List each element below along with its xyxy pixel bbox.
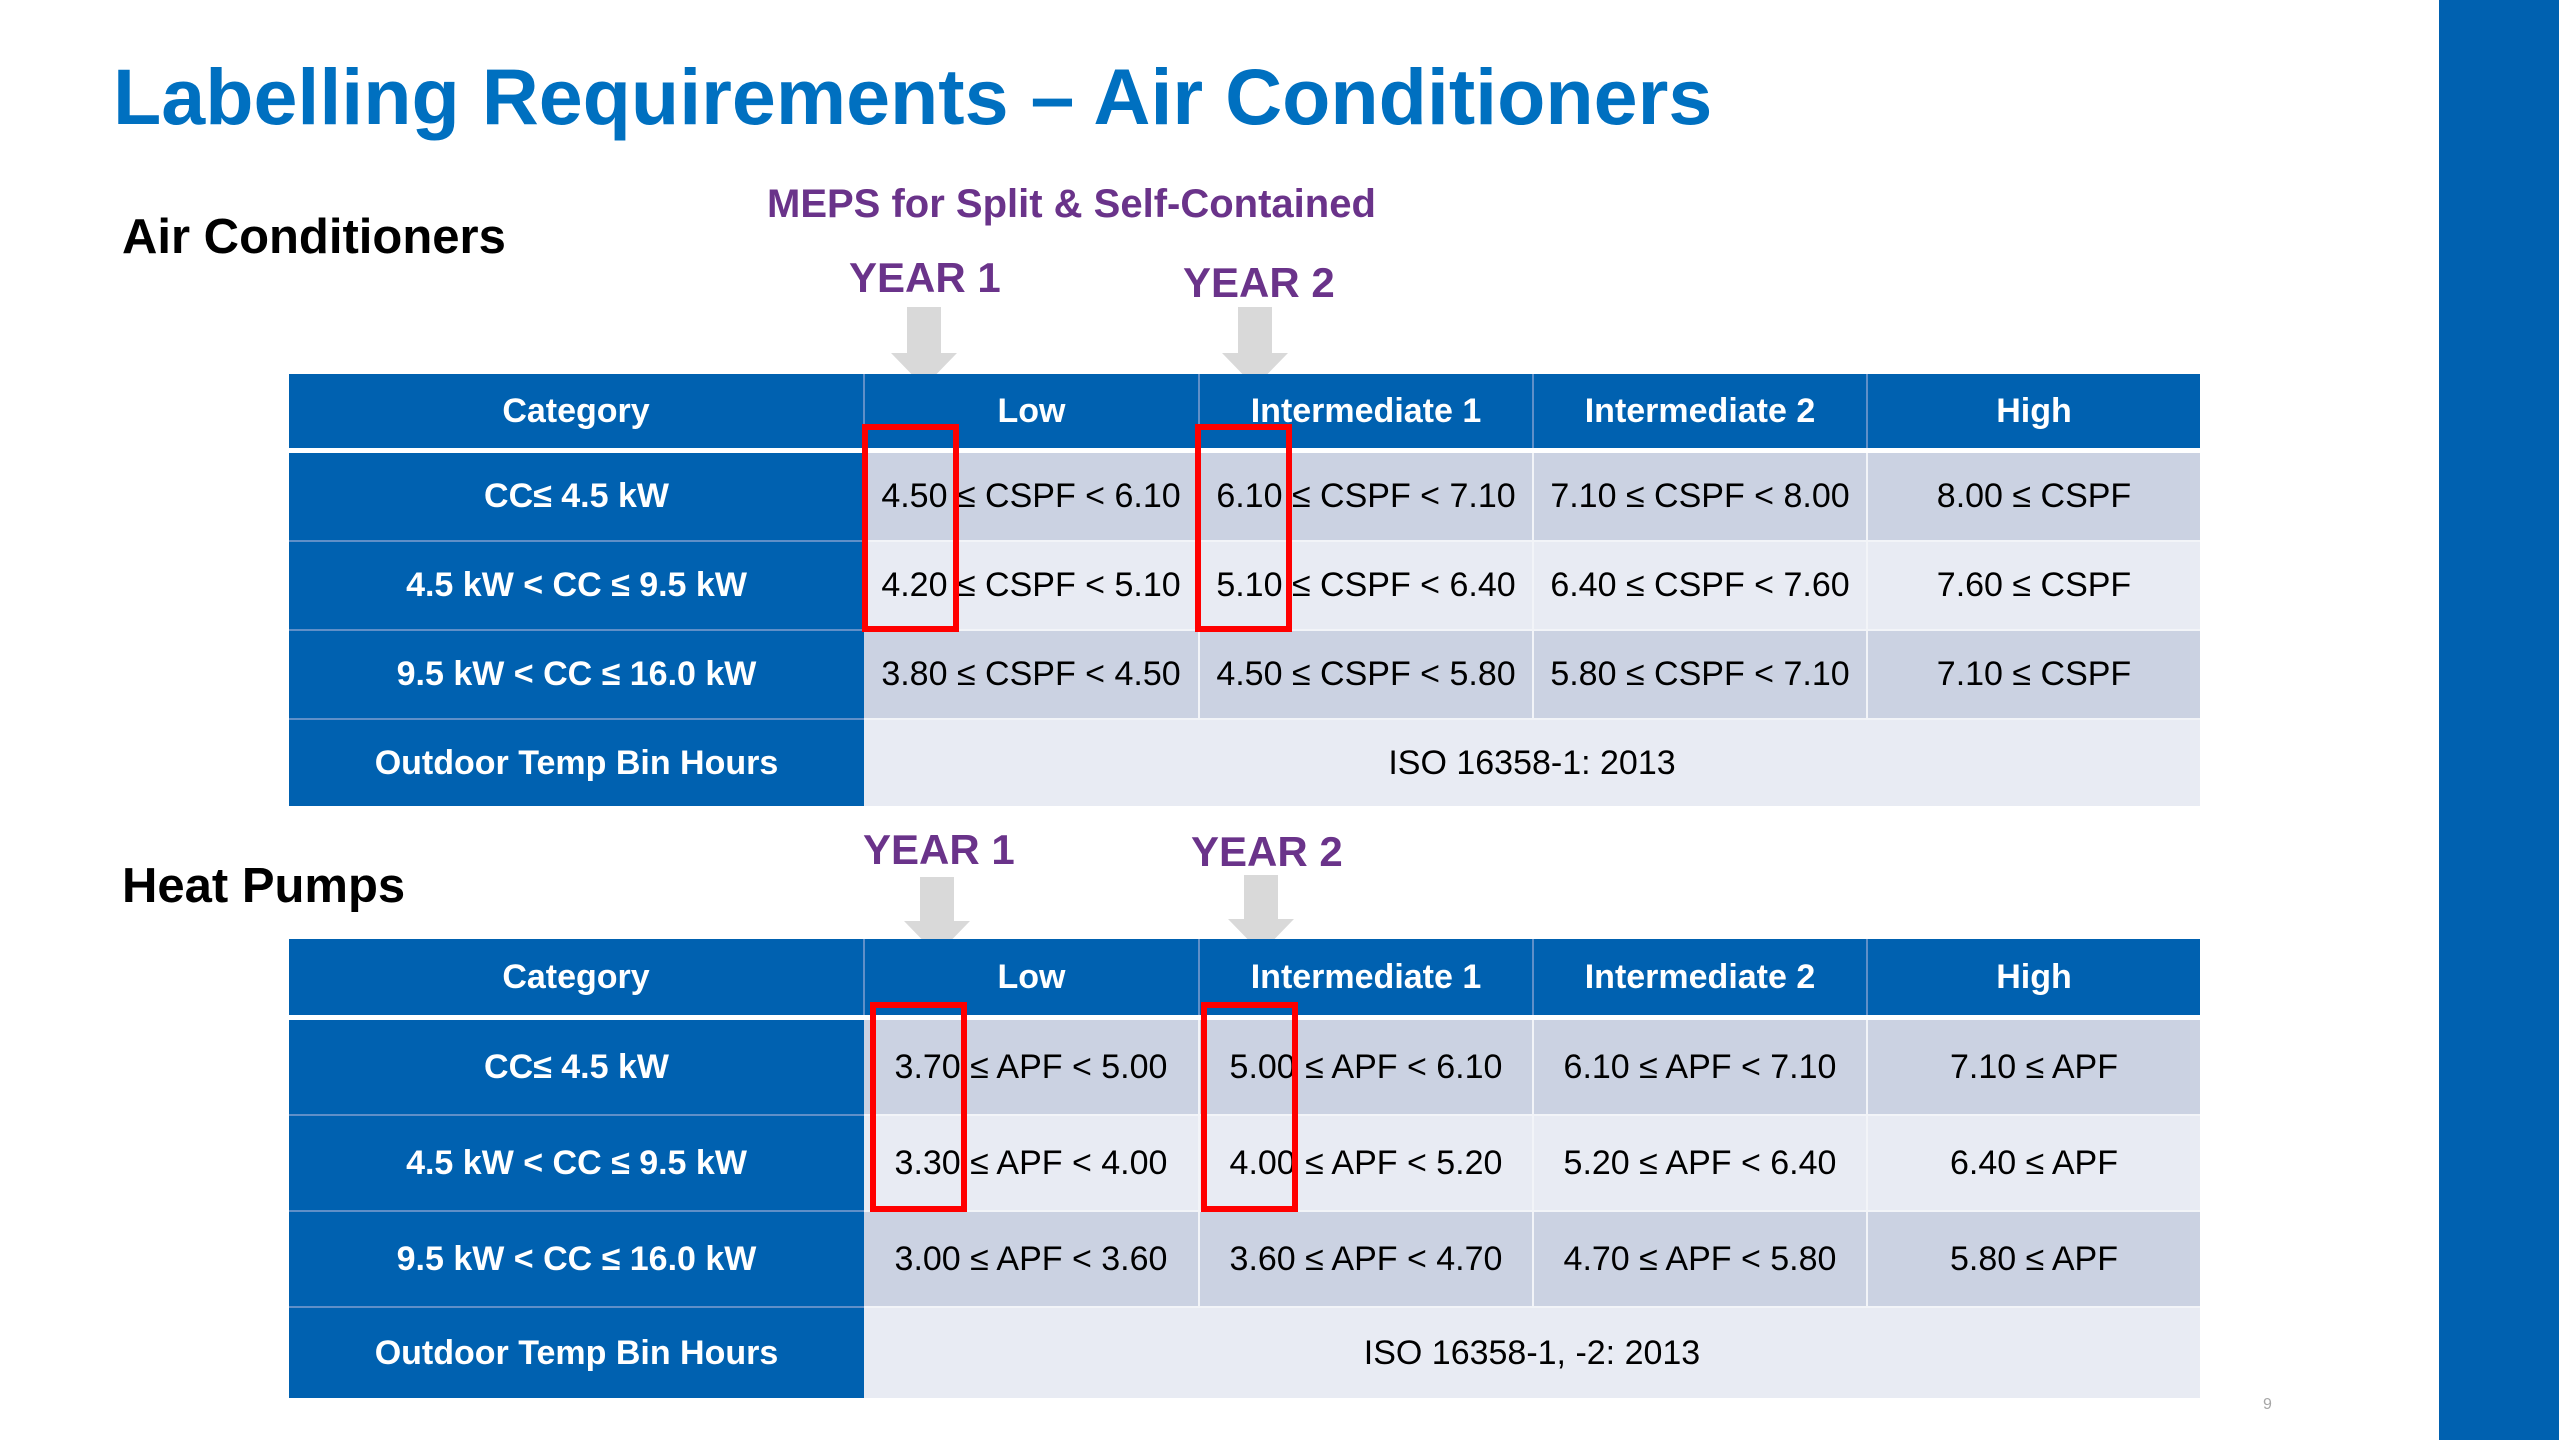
value-cell: 7.10 ≤ APF <box>1867 1018 2200 1116</box>
header-intermediate-2: Intermediate 2 <box>1533 939 1867 1018</box>
value-cell: 5.20 ≤ APF < 6.40 <box>1533 1115 1867 1211</box>
table-row <box>289 1211 2200 1307</box>
header-category: Category <box>289 374 864 451</box>
header-high: High <box>1867 374 2200 451</box>
value-cell: 6.40 ≤ APF <box>1867 1115 2200 1211</box>
table-footer-row <box>289 1307 2200 1398</box>
section-title-heat-pumps: Heat Pumps <box>122 859 406 913</box>
standard-cell: ISO 16358-1: 2013 <box>864 719 2200 806</box>
value-cell: 8.00 ≤ CSPF <box>1867 451 2200 542</box>
value-cell: 3.70 ≤ APF < 5.00 <box>864 1018 1199 1116</box>
value-cell: 3.00 ≤ APF < 3.60 <box>864 1211 1199 1307</box>
value-cell: 7.10 ≤ CSPF < 8.00 <box>1533 451 1867 542</box>
slide-title: Labelling Requirements – Air Conditioners <box>113 52 1713 141</box>
value-cell: 7.60 ≤ CSPF <box>1867 541 2200 630</box>
side-accent-bar <box>2439 0 2559 1440</box>
category-cell: CC≤ 4.5 kW <box>289 1018 864 1116</box>
value-cell: 3.60 ≤ APF < 4.70 <box>1199 1211 1533 1307</box>
standard-cell: ISO 16358-1, -2: 2013 <box>864 1307 2200 1398</box>
category-cell: 4.5 kW < CC ≤ 9.5 kW <box>289 541 864 630</box>
meps-caption: MEPS for Split & Self-Contained <box>767 182 1376 226</box>
header-intermediate-1: Intermediate 1 <box>1199 374 1533 451</box>
header-intermediate-1: Intermediate 1 <box>1199 939 1533 1018</box>
year-1-label-hp: YEAR 1 <box>863 826 1015 873</box>
value-cell: 5.10 ≤ CSPF < 6.40 <box>1199 541 1533 630</box>
header-intermediate-2: Intermediate 2 <box>1533 374 1867 451</box>
category-cell: CC≤ 4.5 kW <box>289 451 864 542</box>
value-cell: 4.00 ≤ APF < 5.20 <box>1199 1115 1533 1211</box>
value-cell: 4.50 ≤ CSPF < 5.80 <box>1199 630 1533 719</box>
header-low: Low <box>864 939 1199 1018</box>
value-cell: 6.10 ≤ CSPF < 7.10 <box>1199 451 1533 542</box>
year-2-label-hp: YEAR 2 <box>1191 828 1343 875</box>
year-1-label-ac: YEAR 1 <box>849 254 1001 301</box>
value-cell: 3.30 ≤ APF < 4.00 <box>864 1115 1199 1211</box>
header-low: Low <box>864 374 1199 451</box>
footer-label-cell: Outdoor Temp Bin Hours <box>289 719 864 806</box>
value-cell: 7.10 ≤ CSPF <box>1867 630 2200 719</box>
year-2-highlight-box <box>1201 1002 1298 1212</box>
table-row <box>289 630 2200 719</box>
value-cell: 4.70 ≤ APF < 5.80 <box>1533 1211 1867 1307</box>
page-number: 9 <box>2263 1396 2272 1413</box>
value-cell: 4.50 ≤ CSPF < 6.10 <box>864 451 1199 542</box>
table-footer-row <box>289 719 2200 806</box>
value-cell: 6.10 ≤ APF < 7.10 <box>1533 1018 1867 1116</box>
section-title-air-conditioners: Air Conditioners <box>122 210 506 264</box>
category-cell: 4.5 kW < CC ≤ 9.5 kW <box>289 1115 864 1211</box>
value-cell: 3.80 ≤ CSPF < 4.50 <box>864 630 1199 719</box>
value-cell: 5.80 ≤ CSPF < 7.10 <box>1533 630 1867 719</box>
year-1-highlight-box <box>870 1002 967 1212</box>
header-high: High <box>1867 939 2200 1018</box>
value-cell: 6.40 ≤ CSPF < 7.60 <box>1533 541 1867 630</box>
value-cell: 5.80 ≤ APF <box>1867 1211 2200 1307</box>
value-cell: 5.00 ≤ APF < 6.10 <box>1199 1018 1533 1116</box>
year-1-highlight-box <box>862 424 959 632</box>
category-cell: 9.5 kW < CC ≤ 16.0 kW <box>289 1211 864 1307</box>
header-category: Category <box>289 939 864 1018</box>
category-cell: 9.5 kW < CC ≤ 16.0 kW <box>289 630 864 719</box>
year-2-highlight-box <box>1195 424 1292 632</box>
value-cell: 4.20 ≤ CSPF < 5.10 <box>864 541 1199 630</box>
year-2-label-ac: YEAR 2 <box>1183 259 1335 306</box>
footer-label-cell: Outdoor Temp Bin Hours <box>289 1307 864 1398</box>
